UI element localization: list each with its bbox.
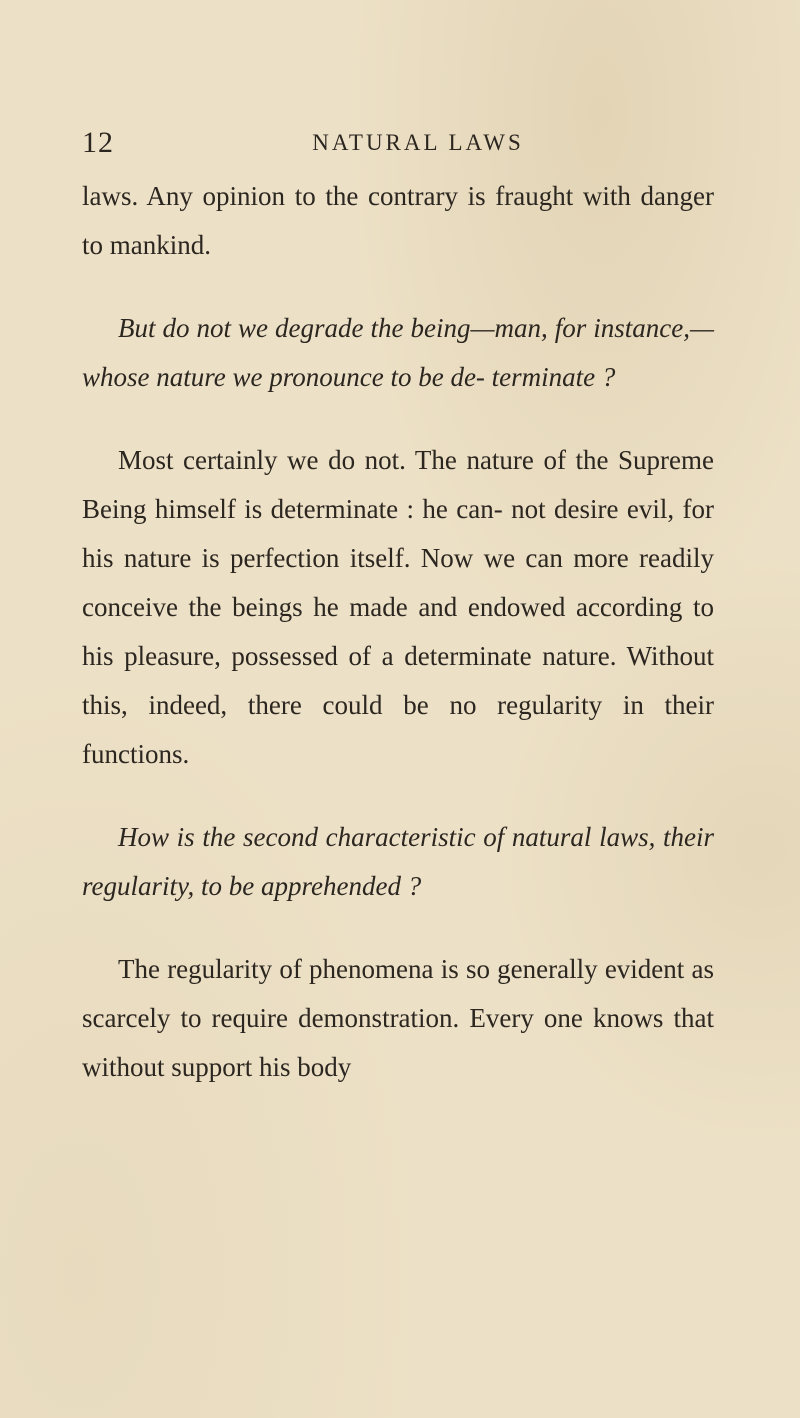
body-text (82, 172, 714, 1092)
running-title: NATURAL LAWS (312, 130, 524, 155)
page-number: 12 (82, 126, 114, 159)
paragraph-answer-determinate: Most certainly we do not. The nature of the Supreme Being himself is determinate : he can- not desire evil, for his nature is perfection itself. Now we can more readily conceive the beings he made and endowed according to his pleasure, possessed of a determinate nature. Without this, indeed, there could be no regularity in their functions. (82, 445, 714, 769)
running-head (82, 126, 714, 166)
paragraph-answer-regularity: The regularity of phenomena is so generally evident as scarcely to require demonstration. Every one knows that without support his body (82, 954, 714, 1082)
paragraph-question-regularity: How is the second characteristic of natural laws, their regularity, to be apprehended ? (82, 822, 714, 901)
paragraph-question-degrade: But do not we degrade the being—man, for instance,—whose nature we pronounce to be de- terminate ? (82, 313, 714, 392)
paragraph-continuation: laws. Any opinion to the contrary is fraught with danger to mankind. (82, 181, 714, 260)
